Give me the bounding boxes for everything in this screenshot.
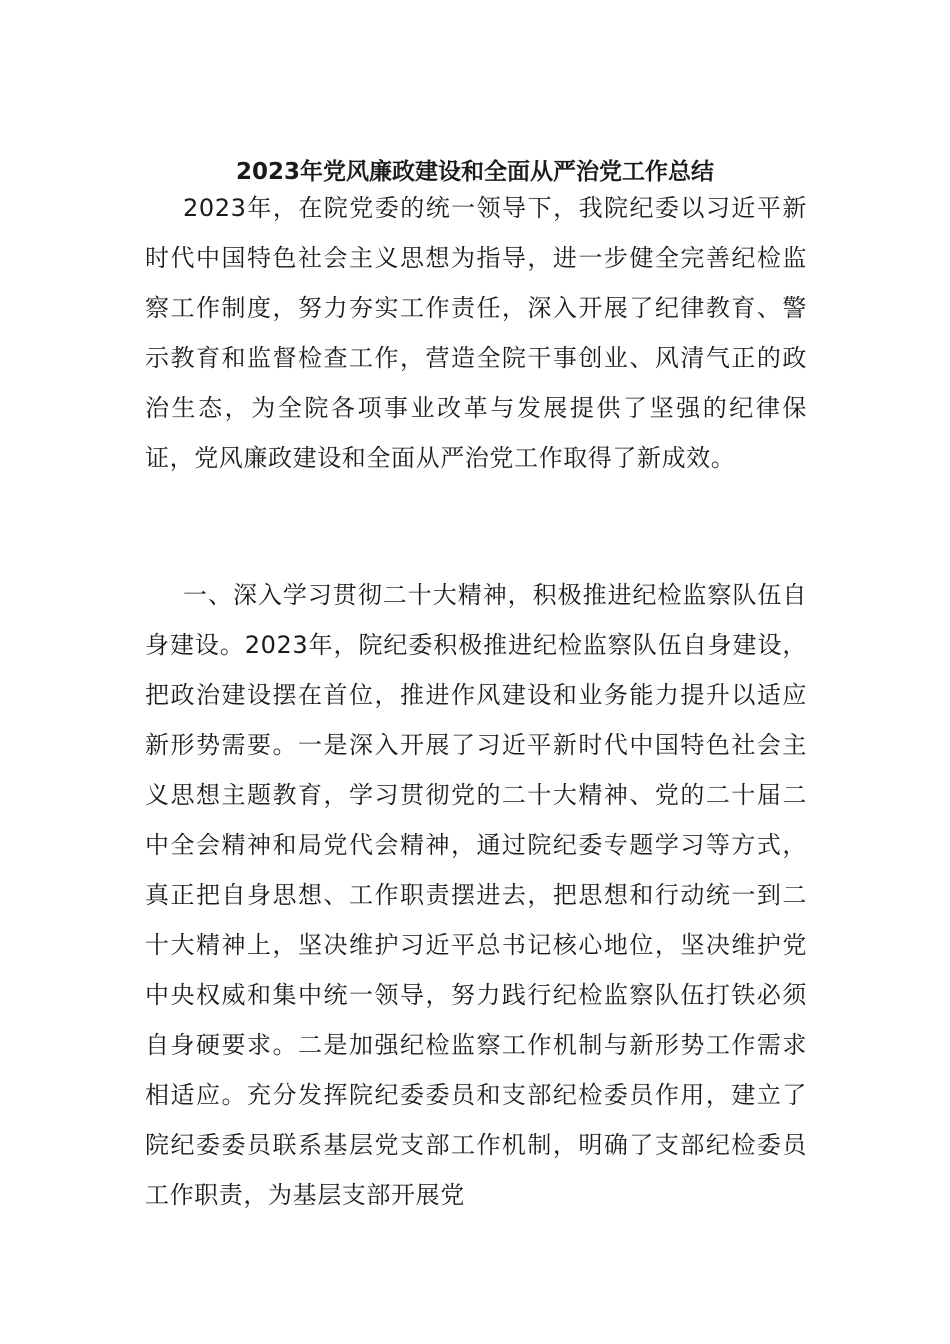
paragraph-section-one: 一、深入学习贯彻二十大精神，积极推进纪检监察队伍自身建设。2023年，院纪委积极推进纪检监察队伍自身建设，把政治建设摆在首位，推进作风建设和业务能力提升以适应新形势需要。一是深入开展了习近平新时代中国特色社会主义思想主题教育，学习贯彻党的二十大精神、党的二十届二中全会精神和局党代会精神，通过院纪委专题学习等方式，真正把自身思想、工作职责摆进去，把思想和行动统一到二十大精神上，坚决维护习近平总书记核心地位，坚决维护党中央权威和集中统一领导，努力践行纪检监察队伍打铁必须自身硬要求。二是加强纪检监察工作机制与新形势工作需求相适应。充分发挥院纪委委员和支部纪检委员作用，建立了院纪委委员联系基层党支部工作机制，明确了支部纪检委员工作职责，为基层支部开展党 <box>145 581 807 1209</box>
paragraph-intro: 2023年，在院党委的统一领导下，我院纪委以习近平新时代中国特色社会主义思想为指导，进一步健全完善纪检监察工作制度，努力夯实工作责任，深入开展了纪律教育、警示教育和监督检查工作，营造全院干事创业、风清气正的政治生态，为全院各项事业改革与发展提供了坚强的纪律保证，党风廉政建设和全面从严治党工作取得了新成效。 <box>145 194 807 472</box>
document-title: 2023年党风廉政建设和全面从严治党工作总结 <box>235 159 714 185</box>
